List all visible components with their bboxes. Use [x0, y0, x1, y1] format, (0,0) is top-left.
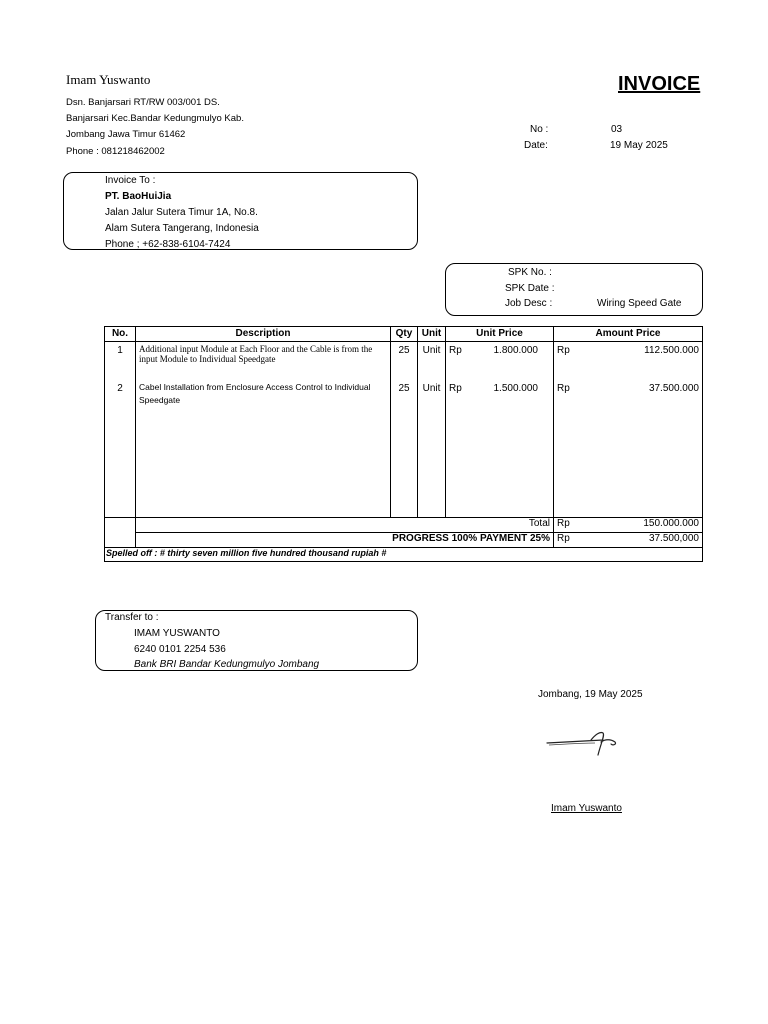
- total-label: Total: [136, 518, 554, 533]
- row-amount-cell: [554, 380, 703, 518]
- job-desc-label: Job Desc :: [505, 298, 553, 309]
- sender-address-line-2: Banjarsari Kec.Bandar Kedungmulyo Kab.: [66, 113, 244, 124]
- spelled-amount: Spelled off : # thirty seven million five hundred thousand rupiah #: [105, 548, 703, 562]
- progress-label: PROGRESS 100% PAYMENT 25%: [136, 533, 554, 548]
- spelled-row: [105, 548, 703, 562]
- row-description: Additional input Module at Each Floor and the Cable is from the input Module to Individual Speedgate: [136, 342, 391, 380]
- row-unit-price-currency: Rp: [449, 382, 462, 394]
- row-unit: Unit: [418, 380, 446, 518]
- row-unit-price-currency: Rp: [449, 345, 462, 356]
- sender-address-line-1: Dsn. Banjarsari RT/RW 003/001 DS.: [66, 97, 220, 108]
- header-no: No.: [105, 327, 136, 342]
- invoice-title: INVOICE: [618, 73, 701, 95]
- transfer-account: 6240 0101 2254 536: [134, 644, 226, 655]
- row-qty: 25: [391, 380, 418, 518]
- transfer-label: Transfer to :: [105, 612, 159, 623]
- progress-row: [105, 533, 703, 548]
- total-cell: [554, 518, 703, 533]
- table-header-row: [105, 327, 703, 342]
- row-amount: 37.500.000: [648, 382, 699, 394]
- header-qty: Qty: [391, 327, 418, 342]
- invoice-no-value: 03: [611, 124, 623, 135]
- row-unit-price: 1.500.000: [493, 382, 538, 394]
- spk-no-label: SPK No. :: [508, 267, 552, 278]
- invoice-date-value: 19 May 2025: [610, 140, 668, 151]
- row-amount-currency: Rp: [557, 382, 570, 394]
- job-desc-value: Wiring Speed Gate: [597, 298, 682, 309]
- spk-date-label: SPK Date :: [505, 283, 555, 294]
- total-value: 150.000.000: [643, 518, 699, 529]
- sender-name: Imam Yuswanto: [66, 72, 151, 87]
- progress-currency: Rp: [557, 533, 570, 544]
- row-unit-price-cell: [446, 342, 554, 380]
- header-amount-price: Amount Price: [554, 327, 703, 342]
- signoff-place-date: Jombang, 19 May 2025: [538, 689, 643, 700]
- table-row: [105, 342, 703, 380]
- total-row: [105, 518, 703, 533]
- row-qty: 25: [391, 342, 418, 380]
- row-amount-currency: Rp: [557, 345, 570, 356]
- total-row-spacer: [105, 518, 136, 533]
- transfer-bank: Bank BRI Bandar Kedungmulyo Jombang: [134, 659, 320, 670]
- invoice-no-label: No :: [530, 124, 549, 135]
- invoice-date-label: Date:: [524, 140, 548, 151]
- row-no: 1: [105, 342, 136, 380]
- header-unit: Unit: [418, 327, 446, 342]
- row-amount: 112.500.000: [644, 345, 699, 356]
- progress-row-spacer: [105, 533, 136, 548]
- items-table: [104, 326, 703, 562]
- header-unit-price: Unit Price: [446, 327, 554, 342]
- row-unit-price-cell: [446, 380, 554, 518]
- progress-cell: [554, 533, 703, 548]
- invoice-to-company: PT. BaoHuiJia: [105, 191, 172, 202]
- row-amount-cell: [554, 342, 703, 380]
- row-unit-price: 1.800.000: [493, 345, 538, 356]
- transfer-name: IMAM YUSWANTO: [134, 628, 220, 639]
- header-description: Description: [136, 327, 391, 342]
- signature-image: [545, 725, 625, 765]
- sender-address-line-3: Jombang Jawa Timur 61462: [66, 129, 186, 140]
- invoice-to-phone: Phone ; +62-838-6104-7424: [105, 239, 231, 250]
- invoice-to-address-2: Alam Sutera Tangerang, Indonesia: [105, 223, 259, 234]
- total-currency: Rp: [557, 518, 570, 529]
- row-unit: Unit: [418, 342, 446, 380]
- row-no: 2: [105, 380, 136, 518]
- invoice-to-address-1: Jalan Jalur Sutera Timur 1A, No.8.: [105, 207, 258, 218]
- invoice-to-label: Invoice To :: [105, 175, 156, 186]
- table-row: [105, 380, 703, 518]
- row-description: Cabel Installation from Enclosure Access Control to Individual Speedgate: [136, 380, 391, 518]
- signer-name: Imam Yuswanto: [551, 803, 622, 814]
- sender-phone: Phone : 081218462002: [66, 146, 165, 157]
- progress-value: 37.500,000: [648, 533, 699, 544]
